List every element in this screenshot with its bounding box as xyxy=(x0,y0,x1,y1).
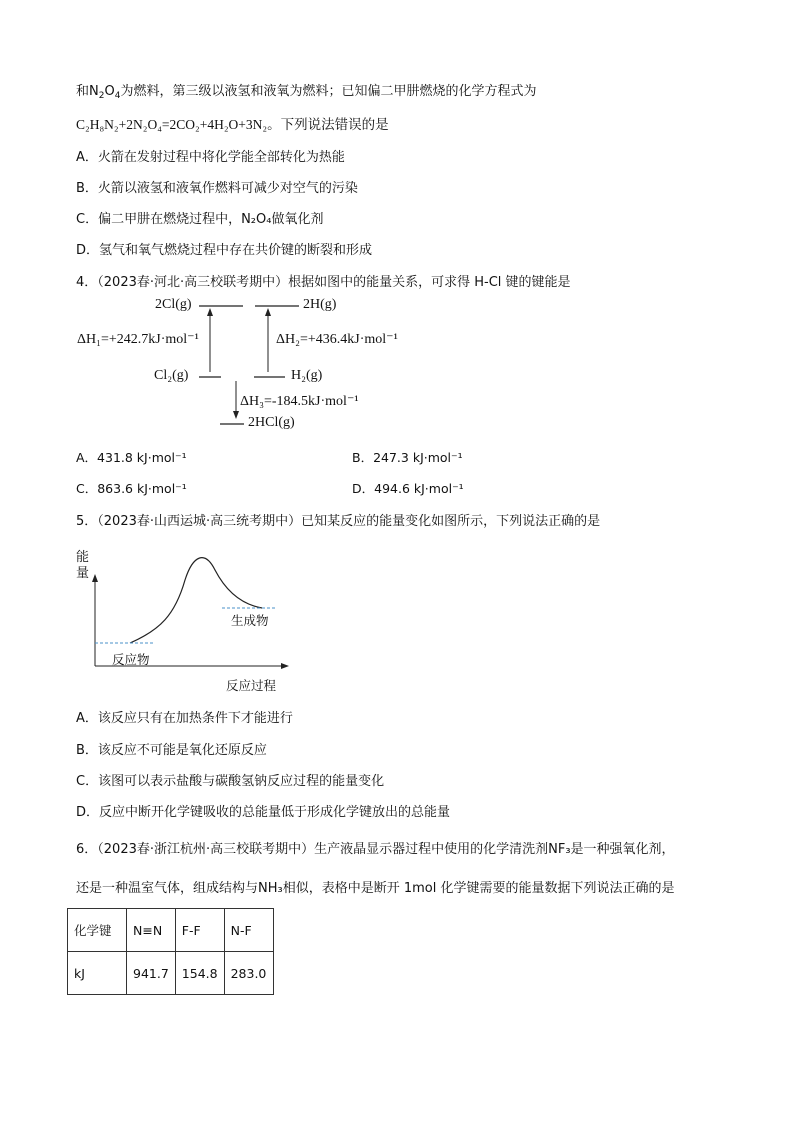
q3-option-a: A．火箭在发射过程中将化学能全部转化为热能 xyxy=(76,150,345,165)
q4-option-a: A．431.8 kJ·mol⁻¹ xyxy=(76,450,187,465)
label-cl2: Cl₂(g) xyxy=(154,368,189,383)
equation-line: C₂H₈N₂+2N₂O₄=2CO₂+4H₂O+3N₂。下列说法错误的是 xyxy=(76,117,389,132)
q5-option-d: D．反应中断开化学键吸收的总能量低于形成化学键放出的总能量 xyxy=(76,805,451,820)
label-2cl: 2Cl(g) xyxy=(155,297,192,312)
label-reactant: 反应物 xyxy=(112,652,150,667)
label-product: 生成物 xyxy=(231,613,269,628)
table-header-cell: N-F xyxy=(224,909,273,952)
label-dh3: ΔH₃=-184.5kJ·mol⁻¹ xyxy=(240,394,359,409)
q3-option-d: D．氢气和氧气燃烧过程中存在共价键的断裂和形成 xyxy=(76,243,373,258)
q5-option-c: C．该图可以表示盐酸与碳酸氢钠反应过程的能量变化 xyxy=(76,774,385,789)
table-cell: kJ xyxy=(68,952,127,995)
bond-energy-table xyxy=(67,908,274,995)
table-row xyxy=(68,952,274,995)
intro-text-b: O xyxy=(104,84,115,99)
q5-option-a: A．该反应只有在加热条件下才能进行 xyxy=(76,711,293,726)
q4-option-d: D．494.6 kJ·mol⁻¹ xyxy=(352,481,464,496)
x-label: 反应过程 xyxy=(226,678,277,693)
label-dh2: ΔH₂=+436.4kJ·mol⁻¹ xyxy=(276,332,398,347)
table-header-cell: 化学键 xyxy=(68,909,127,952)
y-label-1: 能 xyxy=(76,550,90,565)
table-cell: 283.0 xyxy=(224,952,273,995)
table-header-cell: F-F xyxy=(175,909,224,952)
energy-curve xyxy=(130,558,262,643)
intro-line-1: 和$N_2O_4$为燃料，第三级以液氢和液氧为燃料；已知偏二甲肼燃烧的化学方程式为 xyxy=(76,84,537,101)
table-cell: 154.8 xyxy=(175,952,224,995)
label-2h: 2H(g) xyxy=(303,297,337,312)
intro-text-c: 为燃料，第三级以液氢和液氧为燃料；已知偏二甲肼燃烧的化学方程式为 xyxy=(120,84,537,99)
y-label-2: 量 xyxy=(76,566,90,581)
q4-option-b: B．247.3 kJ·mol⁻¹ xyxy=(352,450,463,465)
q6-stem-line-1: 6．（2023春·浙江杭州·高三校联考期中）生产液晶显示器过程中使用的化学清洗剂NF₃是一种强氧化剂， xyxy=(76,842,675,857)
q5-stem: 5．（2023春·山西运城·高三统考期中）已知某反应的能量变化如图所示，下列说法正确的是 xyxy=(76,514,601,529)
q3-option-b: B．火箭以液氢和液氧作燃料可减少对空气的污染 xyxy=(76,181,358,196)
label-dh1: ΔH₁=+242.7kJ·mol⁻¹ xyxy=(77,332,199,347)
q6-stem-line-2: 还是一种温室气体，组成结构与NH₃相似，表格中是断开 1mol 化学键需要的能量数据下列说法正确的是 xyxy=(76,881,675,896)
table-cell: 941.7 xyxy=(127,952,176,995)
table-header-row xyxy=(68,909,274,952)
q4-stem: 4．（2023春·河北·高三校联考期中）根据如图中的能量关系，可求得 H-Cl 键的键能是 xyxy=(76,275,571,290)
intro-text-a: 和N xyxy=(76,84,99,99)
q5-option-b: B．该反应不可能是氧化还原反应 xyxy=(76,743,267,758)
q3-option-c: C．偏二甲肼在燃烧过程中，N₂O₄做氧化剂 xyxy=(76,212,324,227)
y-axis-arrow xyxy=(92,574,98,582)
q4-option-c: C．863.6 kJ·mol⁻¹ xyxy=(76,481,187,496)
label-h2: H₂(g) xyxy=(291,368,323,383)
label-2hcl: 2HCl(g) xyxy=(248,415,295,430)
table-header-cell: N≡N xyxy=(127,909,176,952)
x-axis-arrow xyxy=(281,663,289,669)
